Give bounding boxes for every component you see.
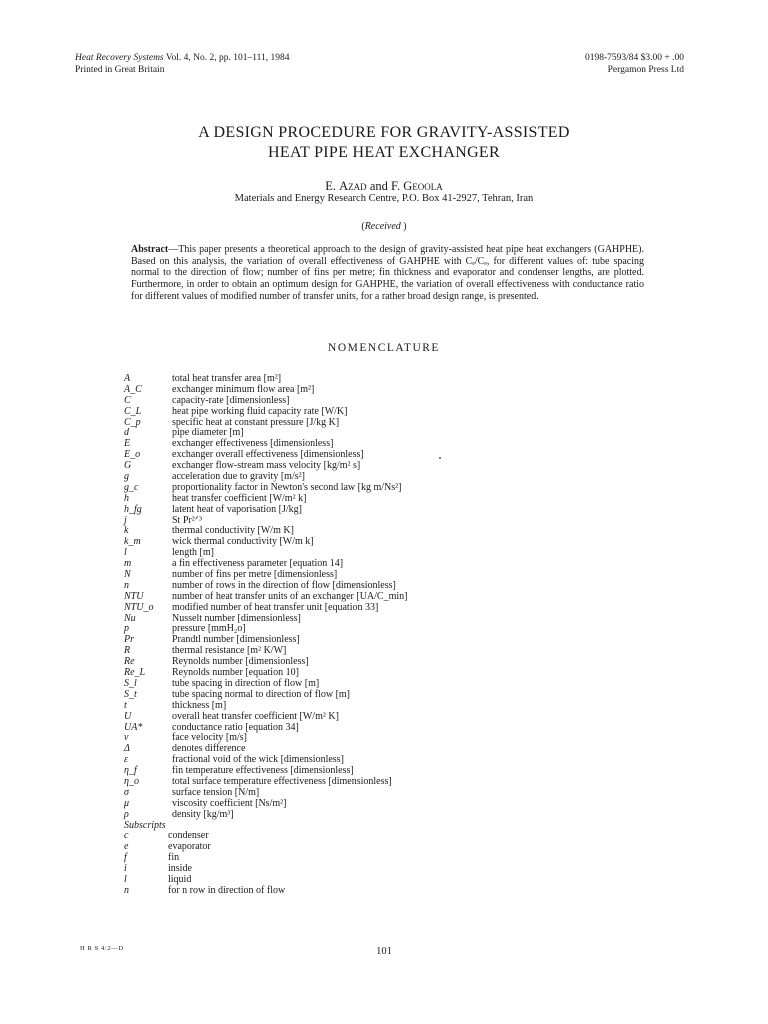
- definition: thickness [m]: [172, 699, 227, 711]
- symbol: f: [124, 852, 127, 864]
- printed-in: Printed in Great Britain: [75, 65, 165, 75]
- author-1-initial: E.: [325, 179, 337, 193]
- symbol: E: [124, 438, 131, 450]
- definition: fin: [168, 852, 180, 864]
- symbol: A_C: [124, 383, 142, 395]
- definition: acceleration due to gravity [m/s²]: [172, 471, 305, 483]
- publisher-info: [585, 52, 684, 76]
- definition: heat pipe working fluid capacity rate [W/K]: [172, 405, 348, 417]
- nomenclature-row: [124, 712, 644, 723]
- definition: exchanger overall effectiveness [dimensionless]: [172, 449, 364, 461]
- symbol: k_m: [124, 536, 141, 548]
- definition: a fin effectiveness parameter [equation 14]: [172, 558, 344, 570]
- definition: exchanger flow-stream mass velocity [kg/m² s]: [172, 460, 361, 472]
- definition: latent heat of vaporisation [J/kg]: [172, 503, 302, 515]
- symbol: n: [124, 884, 129, 896]
- symbol: NTU: [124, 590, 144, 602]
- symbol: C: [124, 394, 131, 406]
- subscript-row: [124, 864, 644, 875]
- definition: number of rows in the direction of flow [dimensionless]: [172, 579, 396, 591]
- symbol: G: [124, 460, 132, 472]
- author-2-name: Geoola: [403, 179, 443, 193]
- abstract: [131, 244, 644, 303]
- symbol: Re_L: [124, 667, 146, 679]
- definition: length [m]: [172, 547, 214, 559]
- symbol: C_p: [124, 416, 141, 428]
- symbol: c: [124, 830, 129, 842]
- nomenclature-row: [124, 701, 644, 712]
- nomenclature-row: [124, 810, 644, 821]
- subscript-row: [124, 886, 644, 897]
- symbol: h_fg: [124, 503, 142, 515]
- footer-code: H R S 4:2—D: [80, 945, 124, 952]
- symbol: d: [124, 427, 129, 439]
- definition: surface tension [N/m]: [172, 786, 260, 798]
- definition: wick thermal conductivity [W/m k]: [172, 536, 314, 548]
- nomenclature-row: [124, 407, 644, 418]
- definition: specific heat at constant pressure [J/kg K]: [172, 416, 340, 428]
- definition: exchanger minimum flow area [m²]: [172, 383, 315, 395]
- symbol: Δ: [124, 743, 130, 755]
- symbol: E_o: [124, 449, 141, 461]
- definition: thermal conductivity [W/m K]: [172, 525, 294, 537]
- scan-speck: [439, 457, 441, 459]
- definition: viscosity coefficient [Ns/m²]: [172, 797, 287, 809]
- definition: evaporator: [168, 841, 211, 853]
- nomenclature-items: [124, 374, 644, 821]
- author-list: [0, 179, 768, 194]
- received-label: Received: [364, 221, 401, 232]
- definition: density [kg/m³]: [172, 808, 234, 820]
- definition: modified number of heat transfer unit [equation 33]: [172, 601, 379, 613]
- symbol: Re: [124, 656, 135, 668]
- definition: conductance ratio [equation 34]: [172, 721, 299, 733]
- definition: capacity-rate [dimensionless]: [172, 394, 290, 406]
- author-2-initial: F.: [391, 179, 401, 193]
- abstract-text: —This paper presents a theoretical approach to the design of gravity-assisted heat pipe heat exchangers (GAHPHE). Based on this analysis, the variation of overall effectiveness of GAHPHE with Cₑ/Cₑ, for different values of: tube spacing normal to the direction of flow; number of fins per metre; fin thickness and evaporator and condenser lengths, are plotted. Furthermore, in order to obtain an optimum design for GAHPHE, the variation of overall effectiveness with conductance ratio for different values of modified number of transfer units, for a rather broad design range, is presented.: [131, 244, 644, 302]
- journal-volume: Vol. 4, No. 2, pp. 101–111, 1984: [165, 53, 290, 63]
- definition: liquid: [168, 873, 192, 885]
- title-line-1: A DESIGN PROCEDURE FOR GRAVITY-ASSISTED: [198, 124, 570, 141]
- publisher-name: Pergamon Press Ltd: [607, 65, 684, 75]
- definition: Prandtl number [dimensionless]: [172, 634, 300, 646]
- symbol: η_f: [124, 765, 137, 777]
- symbol: l: [124, 547, 127, 559]
- affiliation: Materials and Energy Research Centre, P.O. Box 41-2927, Tehran, Iran: [234, 193, 534, 204]
- nomenclature-heading: NOMENCLATURE: [328, 342, 440, 354]
- definition: total heat transfer area [m²]: [172, 373, 282, 384]
- definition: exchanger effectiveness [dimensionless]: [172, 438, 334, 450]
- article-code: 0198-7593/84 $3.00 + .00: [584, 53, 684, 63]
- definition: face velocity [m/s]: [172, 732, 247, 744]
- symbol: NTU_o: [124, 601, 154, 613]
- symbol: v: [124, 732, 129, 744]
- definition: pipe diameter [m]: [172, 427, 244, 439]
- symbol: t: [124, 699, 127, 711]
- subscript-row: [124, 853, 644, 864]
- nomenclature-row: [124, 799, 644, 810]
- symbol: η_o: [124, 775, 139, 787]
- definition: number of fins per metre [dimensionless]: [172, 569, 338, 581]
- symbol: ε: [124, 754, 128, 766]
- symbol: Pr: [124, 634, 134, 646]
- journal-citation: [75, 52, 290, 76]
- symbol: S_t: [124, 688, 137, 700]
- abstract-label: Abstract: [131, 244, 169, 255]
- definition: St Pr²ᐟ³: [172, 514, 202, 526]
- symbol: h: [124, 492, 129, 504]
- author-1-name: Azad: [339, 179, 367, 193]
- definition: inside: [168, 863, 192, 875]
- symbol: ρ: [124, 808, 129, 820]
- subscripts-heading: Subscripts: [124, 819, 166, 831]
- definition: thermal resistance [m² K/W]: [172, 645, 287, 657]
- subscript-row: [124, 842, 644, 853]
- symbol: p: [124, 623, 129, 635]
- subscripts-items: [124, 831, 644, 896]
- definition: pressure [mmH₂o]: [172, 623, 246, 635]
- definition: fin temperature effectiveness [dimensionless]: [172, 765, 354, 777]
- symbol: UA*: [124, 721, 143, 733]
- page-number: 101: [376, 946, 392, 957]
- symbol: i: [124, 863, 127, 875]
- author-conjunction: and: [369, 179, 388, 193]
- title-line-2: HEAT PIPE HEAT EXCHANGER: [268, 144, 500, 161]
- symbol: σ: [124, 786, 129, 798]
- symbol: U: [124, 710, 132, 722]
- definition: denotes difference: [172, 743, 246, 755]
- symbol: C_L: [124, 405, 142, 417]
- symbol: N: [124, 569, 131, 581]
- symbol: S_l: [124, 677, 137, 689]
- symbol: e: [124, 841, 129, 853]
- definition: overall heat transfer coefficient [W/m² K]: [172, 710, 339, 722]
- nomenclature-row: [124, 603, 644, 614]
- nomenclature-row: [124, 505, 644, 516]
- journal-name: Heat Recovery Systems: [75, 53, 164, 63]
- definition: Nusselt number [dimensionless]: [172, 612, 301, 624]
- definition: proportionality factor in Newton's second law [kg m/Ns²]: [172, 481, 402, 493]
- received-note: (Received ): [361, 221, 407, 232]
- definition: Reynolds number [dimensionless]: [172, 656, 309, 668]
- definition: for n row in direction of flow: [168, 884, 286, 896]
- symbol: m: [124, 558, 132, 570]
- definition: number of heat transfer units of an exchanger [UA/C_min]: [172, 590, 408, 602]
- symbol: A: [124, 373, 131, 384]
- symbol: k: [124, 525, 129, 537]
- symbol: g_c: [124, 481, 139, 493]
- nomenclature-list: [124, 374, 644, 897]
- symbol: l: [124, 873, 127, 885]
- definition: fractional void of the wick [dimensionless]: [172, 754, 344, 766]
- definition: Reynolds number [equation 10]: [172, 667, 299, 679]
- paper-title: [0, 123, 768, 163]
- definition: tube spacing normal to direction of flow [m]: [172, 688, 351, 700]
- definition: tube spacing in direction of flow [m]: [172, 677, 320, 689]
- symbol: R: [124, 645, 131, 657]
- symbol: Nu: [124, 612, 136, 624]
- definition: condenser: [168, 830, 209, 842]
- symbol: j: [124, 514, 127, 526]
- symbol: g: [124, 471, 129, 483]
- symbol: n: [124, 579, 129, 591]
- definition: heat transfer coefficient [W/m² k]: [172, 492, 307, 504]
- definition: total surface temperature effectiveness [dimensionless]: [172, 775, 392, 787]
- symbol: μ: [124, 797, 130, 809]
